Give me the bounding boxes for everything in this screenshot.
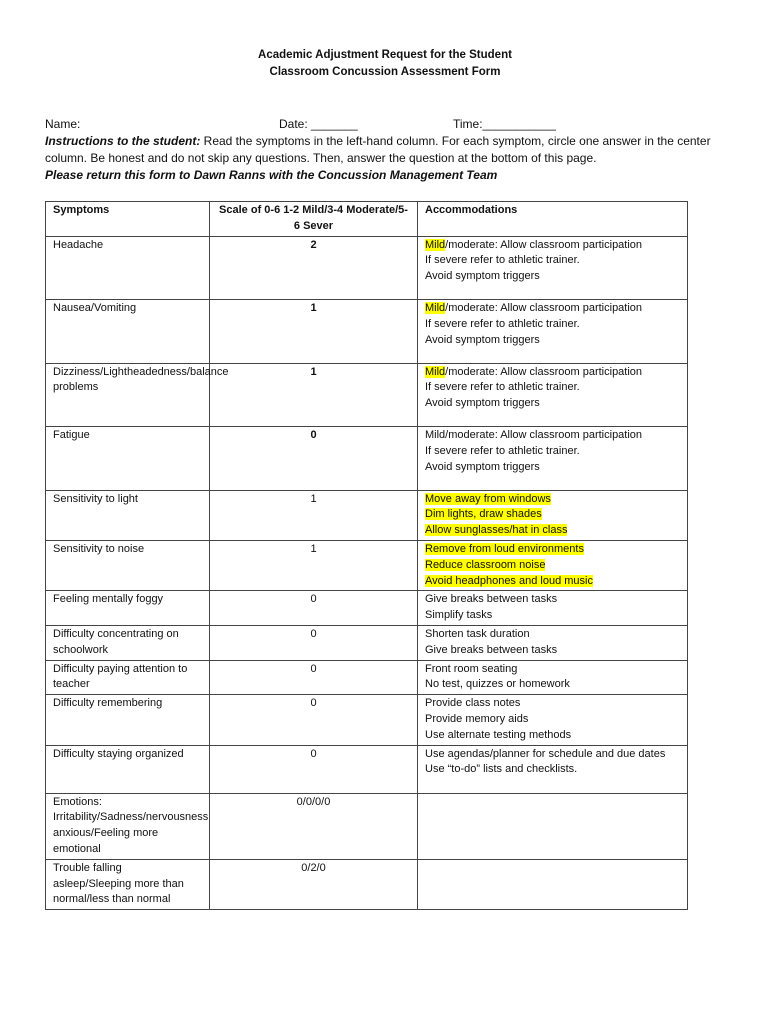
table-row <box>46 363 688 427</box>
accommodation-line <box>425 317 680 333</box>
accommodation-text: Allow sunglasses/hat in class <box>425 524 568 537</box>
accommodation-line <box>425 238 680 254</box>
accommodation-line <box>425 396 680 412</box>
accommodation-text: Avoid symptom triggers <box>425 460 540 473</box>
symptom-cell: Headache <box>46 236 210 300</box>
instructions-text: Read the symptoms in the left-hand column. For each symptom, circle one answer in the center column. Be honest and do not skip any questions. Then, answer the question at the bottom of this page. <box>45 134 711 165</box>
accommodation-text: /moderate: Allow classroom participation <box>445 302 643 315</box>
accommodation-line <box>425 643 680 659</box>
symptom-cell: Trouble falling asleep/Sleeping more than normal/less than normal <box>46 859 210 909</box>
accommodation-line <box>425 662 680 678</box>
accommodation-line <box>425 762 680 778</box>
accommodation-line <box>425 428 680 444</box>
score-cell: 0 <box>210 660 418 695</box>
accommodation-line <box>425 728 680 744</box>
return-note: Please return this form to Dawn Ranns with the Concussion Management Team <box>45 168 498 182</box>
accommodation-line <box>425 523 680 539</box>
score-cell: 2 <box>210 236 418 300</box>
table-row <box>46 695 688 745</box>
table-row <box>46 490 688 540</box>
table-row <box>46 591 688 626</box>
symptom-cell: Difficulty staying organized <box>46 745 210 793</box>
accommodation-text: Use “to-do” lists and checklists. <box>425 763 578 776</box>
accommodation-line <box>425 507 680 523</box>
accommodation-line <box>425 677 680 693</box>
accommodation-line <box>425 592 680 608</box>
form-title: Academic Adjustment Request for the Student <box>258 49 512 61</box>
table-row <box>46 745 688 793</box>
accommodation-cell <box>418 859 688 909</box>
accommodation-text: Give breaks between tasks <box>425 593 558 606</box>
accommodation-text: Avoid headphones and loud music <box>425 574 593 587</box>
accommodation-line <box>425 253 680 269</box>
highlighted-text: Mild <box>425 365 446 378</box>
accommodation-text: Avoid symptom triggers <box>425 333 540 346</box>
score-cell: 0 <box>210 625 418 660</box>
score-cell: 0 <box>210 695 418 745</box>
accommodation-line <box>425 627 680 643</box>
header-accommodations: Accommodations <box>418 202 688 237</box>
score-cell: 0 <box>210 745 418 793</box>
header-scale: Scale of 0-6 1-2 Mild/3-4 Moderate/5-6 Sever <box>210 202 418 237</box>
score-cell: 0/0/0/0 <box>210 793 418 859</box>
accommodation-line <box>425 712 680 728</box>
accommodation-text: No test, quizzes or homework <box>425 678 570 691</box>
symptom-cell: Emotions: Irritability/Sadness/nervousness anxious/Feeling more emotional <box>46 793 210 859</box>
table-row <box>46 540 688 590</box>
accommodation-line <box>425 444 680 460</box>
symptom-table <box>45 201 688 910</box>
form-subtitle: Classroom Concussion Assessment Form <box>269 66 501 78</box>
accommodation-line <box>425 558 680 574</box>
accommodation-cell <box>418 300 688 364</box>
table-header-row <box>46 202 688 237</box>
time-field-label: Time:___________ <box>453 117 556 131</box>
score-cell: 0 <box>210 591 418 626</box>
accommodation-cell <box>418 625 688 660</box>
symptom-cell: Sensitivity to light <box>46 490 210 540</box>
accommodation-text: /moderate: Allow classroom participation <box>445 365 643 378</box>
instructions-lead: Instructions to the student: <box>45 134 201 148</box>
accommodation-text: If severe refer to athletic trainer. <box>425 254 580 267</box>
symptom-cell: Fatigue <box>46 427 210 491</box>
accommodation-line <box>425 492 680 508</box>
accommodation-line <box>425 301 680 317</box>
accommodation-text: If severe refer to athletic trainer. <box>425 444 580 457</box>
accommodation-line <box>425 333 680 349</box>
score-cell: 1 <box>210 300 418 364</box>
highlighted-text: Mild <box>425 302 446 315</box>
accommodation-text: Provide memory aids <box>425 712 529 725</box>
accommodation-cell <box>418 427 688 491</box>
symptom-cell: Feeling mentally foggy <box>46 591 210 626</box>
accommodation-line <box>425 269 680 285</box>
name-field-label: Name: <box>45 117 81 131</box>
symptom-cell: Dizziness/Lightheadedness/balance problems <box>46 363 210 427</box>
symptom-cell: Nausea/Vomiting <box>46 300 210 364</box>
instructions-block <box>45 133 735 184</box>
accommodation-line <box>425 365 680 381</box>
accommodation-cell <box>418 695 688 745</box>
highlighted-text: Mild <box>425 238 446 251</box>
accommodation-line <box>425 696 680 712</box>
symptom-cell: Difficulty paying attention to teacher <box>46 660 210 695</box>
accommodation-cell <box>418 793 688 859</box>
accommodation-text: Simplify tasks <box>425 609 493 622</box>
accommodation-text: If severe refer to athletic trainer. <box>425 381 580 394</box>
accommodation-cell <box>418 540 688 590</box>
accommodation-text: Reduce classroom noise <box>425 558 546 571</box>
accommodation-text: Use alternate testing methods <box>425 728 572 741</box>
accommodation-cell <box>418 490 688 540</box>
symptom-cell: Difficulty remembering <box>46 695 210 745</box>
score-cell: 0 <box>210 427 418 491</box>
score-cell: 1 <box>210 540 418 590</box>
accommodation-text: Dim lights, draw shades <box>425 508 542 521</box>
table-row <box>46 625 688 660</box>
symptom-cell: Sensitivity to noise <box>46 540 210 590</box>
date-field-label: Date: _______ <box>279 117 358 131</box>
symptom-cell: Difficulty concentrating on schoolwork <box>46 625 210 660</box>
accommodation-text: Front room seating <box>425 662 518 675</box>
accommodation-cell <box>418 236 688 300</box>
accommodation-line <box>425 747 680 763</box>
score-cell: 1 <box>210 490 418 540</box>
table-row <box>46 859 688 909</box>
header-symptoms: Symptoms <box>46 202 210 237</box>
accommodation-text: Mild/moderate: Allow classroom participation <box>425 429 643 442</box>
table-row <box>46 660 688 695</box>
accommodation-text: Remove from loud environments <box>425 542 584 555</box>
accommodation-text: If severe refer to athletic trainer. <box>425 317 580 330</box>
score-cell: 0/2/0 <box>210 859 418 909</box>
table-row <box>46 427 688 491</box>
accommodation-line <box>425 460 680 476</box>
accommodation-line <box>425 380 680 396</box>
accommodation-text: Shorten task duration <box>425 627 530 640</box>
accommodation-line <box>425 608 680 624</box>
accommodation-text: /moderate: Allow classroom participation <box>445 238 643 251</box>
accommodation-text: Use agendas/planner for schedule and due dates <box>425 747 666 760</box>
accommodation-line <box>425 542 680 558</box>
accommodation-text: Avoid symptom triggers <box>425 270 540 283</box>
accommodation-text: Provide class notes <box>425 697 521 710</box>
accommodation-line <box>425 574 680 590</box>
table-row <box>46 793 688 859</box>
accommodation-text: Give breaks between tasks <box>425 643 558 656</box>
accommodation-cell <box>418 745 688 793</box>
score-cell: 1 <box>210 363 418 427</box>
accommodation-text: Avoid symptom triggers <box>425 397 540 410</box>
table-row <box>46 300 688 364</box>
accommodation-cell <box>418 591 688 626</box>
accommodation-cell <box>418 660 688 695</box>
accommodation-cell <box>418 363 688 427</box>
table-row <box>46 236 688 300</box>
accommodation-text: Move away from windows <box>425 492 551 505</box>
